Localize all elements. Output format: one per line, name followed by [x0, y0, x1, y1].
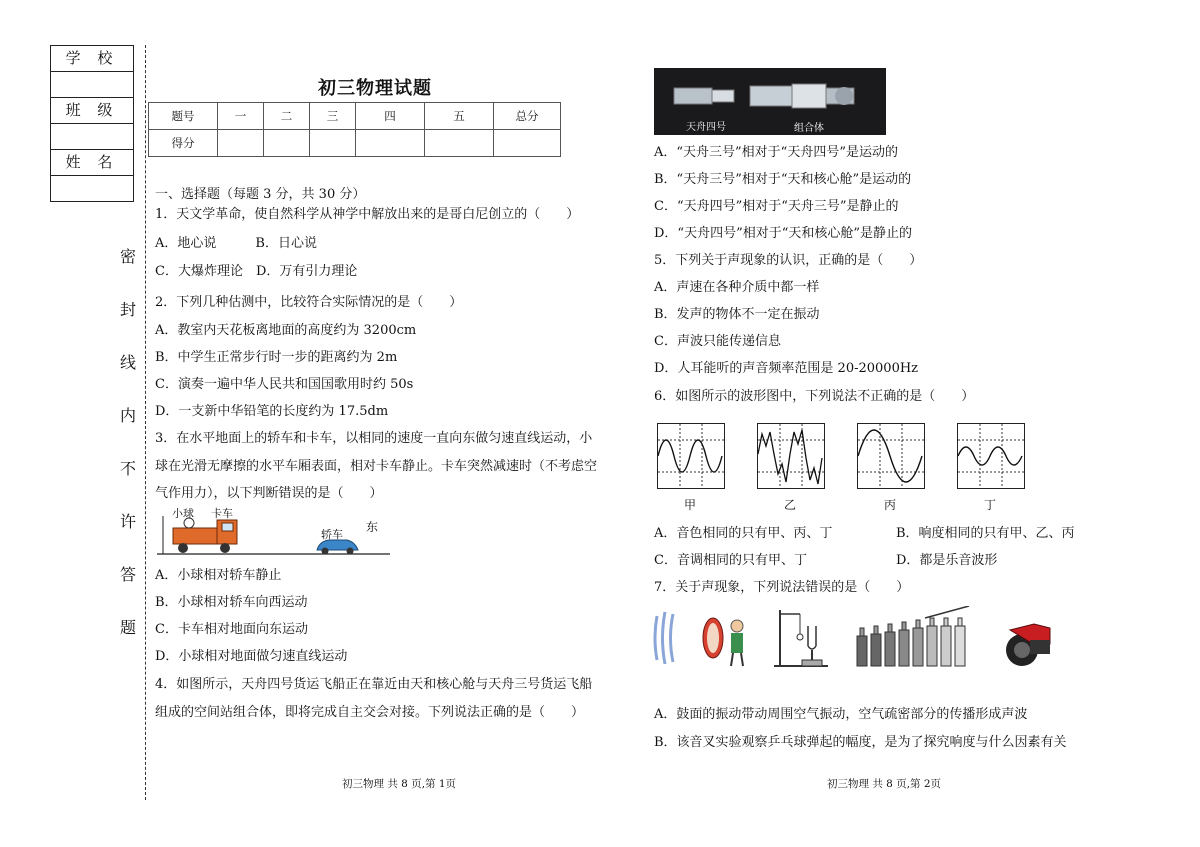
waveform-ding — [957, 423, 1025, 489]
wave-label: 乙 — [783, 498, 796, 512]
option: B．小球相对轿车向西运动 — [155, 595, 308, 610]
name-field[interactable] — [51, 176, 133, 201]
option: A．“天舟三号”相对于“天舟四号”是运动的 — [654, 145, 898, 160]
score-cell[interactable] — [218, 130, 264, 157]
option: C．音调相同的只有甲、丁 — [654, 553, 807, 568]
option: B．中学生正常步行时一步的距离约为 2m — [155, 350, 398, 365]
option: A．鼓面的振动带动周围空气振动，空气疏密部分的传播形成声波 — [654, 707, 1028, 722]
wave-label: 丁 — [983, 498, 996, 512]
option: B．该音叉实验观察乒乓球弹起的幅度，是为了探究响度与什么因素有关 — [654, 735, 1067, 750]
seal-char: 密 — [119, 247, 136, 266]
image-caption-left: 天舟四号 — [686, 122, 726, 133]
fig-label-car: 轿车 — [321, 528, 343, 541]
table-header: 四 — [356, 103, 425, 130]
waveform-yi — [757, 423, 825, 489]
table-header: 三 — [310, 103, 356, 130]
class-label: 班 级 — [51, 98, 133, 124]
seal-char: 内 — [119, 406, 136, 425]
option: B．“天舟三号”相对于“天和核心舱”是运动的 — [654, 172, 912, 187]
option: C．“天舟四号”相对于“天舟三号”是静止的 — [654, 199, 899, 214]
wave-label: 甲 — [683, 498, 696, 512]
waveform-jia — [657, 423, 725, 489]
question-3: 气作用力），以下判断错误的是（ ） — [155, 486, 383, 501]
option: A．地心说 B．日心说 — [155, 236, 317, 251]
school-label: 学 校 — [51, 46, 133, 72]
score-table — [148, 102, 561, 157]
seal-char: 线 — [119, 353, 136, 372]
score-cell[interactable] — [264, 130, 310, 157]
question-3: 球在光滑无摩擦的水平车厢表面，相对卡车静止。卡车突然减速时（不考虑空 — [155, 459, 598, 474]
seal-char: 许 — [119, 512, 136, 531]
question-6: 6．如图所示的波形图中，下列说法不正确的是（ ） — [654, 389, 975, 404]
student-info-box — [50, 45, 134, 202]
option: C．卡车相对地面向东运动 — [155, 622, 308, 637]
drum-image — [653, 606, 753, 670]
question-5: 5．下列关于声现象的认识，正确的是（ ） — [654, 253, 923, 268]
option: D．人耳能听的声音频率范围是 20-20000Hz — [654, 361, 919, 376]
question-7: 7．关于声现象，下列说法错误的是（ ） — [654, 580, 910, 595]
option: B．发声的物体不一定在振动 — [654, 307, 820, 322]
page-footer: 初三物理 共 8 页,第 1页 — [342, 778, 457, 790]
option: C．声波只能传递信息 — [654, 334, 781, 349]
question-2: 2．下列几种估测中，比较符合实际情况的是（ ） — [155, 295, 463, 310]
seal-char: 封 — [119, 300, 136, 319]
waveform-bing — [857, 423, 925, 489]
motorcycle-image — [1000, 606, 1052, 670]
tuning-fork-image — [772, 606, 832, 670]
option: D．一支新中华铅笔的长度约为 17.5dm — [155, 404, 389, 419]
option: D．“天舟四号”相对于“天和核心舱”是静止的 — [654, 226, 913, 241]
question-3: 3．在水平地面上的轿车和卡车，以相同的速度一直向东做匀速直线运动，小 — [155, 431, 593, 446]
space-station-image — [654, 68, 886, 135]
option: A．音色相同的只有甲、丙、丁 — [654, 526, 833, 541]
class-field[interactable] — [51, 124, 133, 150]
question-1: 1．天文学革命，使自然科学从神学中解放出来的是哥白尼创立的（ ） — [155, 207, 580, 222]
image-caption-right: 组合体 — [794, 123, 824, 134]
page-footer: 初三物理 共 8 页,第 2页 — [827, 778, 942, 790]
option: A．声速在各种介质中都一样 — [654, 280, 820, 295]
water-bottles-image — [855, 606, 970, 670]
score-cell[interactable] — [425, 130, 494, 157]
wave-label: 丙 — [883, 498, 896, 512]
option: C．演奏一遍中华人民共和国国歌用时约 50s — [155, 377, 414, 392]
name-label: 姓 名 — [51, 150, 133, 176]
section-heading: 一、选择题（每题 3 分，共 30 分） — [155, 187, 366, 202]
fig-label-ball: 小球 — [172, 507, 194, 520]
table-header: 二 — [264, 103, 310, 130]
option: B．响度相同的只有甲、乙、丙 — [896, 526, 1075, 541]
table-row-label: 得分 — [149, 130, 218, 157]
score-cell[interactable] — [494, 130, 561, 157]
seal-char: 答 — [119, 565, 136, 584]
option: A．小球相对轿车静止 — [155, 568, 282, 583]
question-4: 组成的空间站组合体，即将完成自主交会对接。下列说法正确的是（ ） — [155, 705, 585, 720]
score-cell[interactable] — [310, 130, 356, 157]
school-field[interactable] — [51, 72, 133, 98]
option: C．大爆炸理论 D．万有引力理论 — [155, 264, 358, 279]
seal-char: 题 — [119, 618, 136, 637]
score-cell[interactable] — [356, 130, 425, 157]
option: D．小球相对地面做匀速直线运动 — [155, 649, 348, 664]
table-header: 五 — [425, 103, 494, 130]
fig-label-east: 东 — [366, 520, 379, 534]
page-title: 初三物理试题 — [318, 78, 432, 99]
table-header: 题号 — [149, 103, 218, 130]
fig-label-truck: 卡车 — [211, 507, 233, 520]
seal-line — [145, 45, 146, 800]
table-header: 一 — [218, 103, 264, 130]
table-header: 总分 — [494, 103, 561, 130]
option: A．教室内天花板离地面的高度约为 3200cm — [155, 323, 417, 338]
seal-char: 不 — [119, 459, 136, 478]
question-4: 4．如图所示，天舟四号货运飞船正在靠近由天和核心舱与天舟三号货运飞船 — [155, 677, 593, 692]
option: D．都是乐音波形 — [896, 553, 998, 568]
